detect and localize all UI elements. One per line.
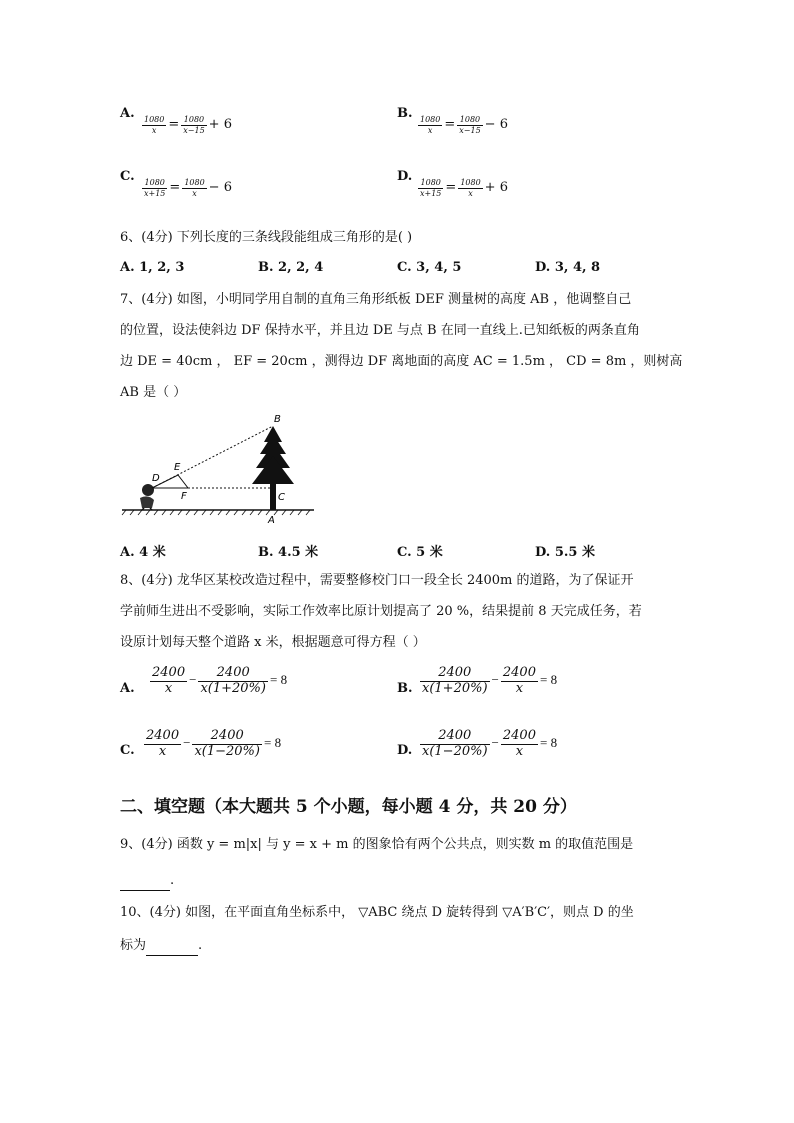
equation-tail: − 6 (484, 116, 508, 132)
fraction-denominator: x (515, 680, 524, 696)
q6-choice-b[interactable]: B. 2, 2, 4 (258, 260, 324, 275)
fraction-numerator: 2400 (420, 729, 490, 745)
fraction-denominator: x−15 (183, 126, 205, 136)
fraction-numerator: 2400 (146, 728, 180, 743)
fraction-numerator: 2400 (420, 666, 490, 682)
q10-line-end: . (198, 938, 203, 953)
tree-icon (252, 426, 294, 510)
q7-choice-d[interactable]: D. 5.5 米 (535, 545, 596, 560)
fraction-denominator: x−15 (459, 126, 481, 136)
q8-option-d-equation: $\frac{2400}{x(1-20\%)}$ − $\frac{2400}{x}$ = 8 (422, 728, 558, 759)
q6-choice-a[interactable]: A. 1, 2, 3 (120, 260, 185, 275)
q8-line-3: 设原计划每天整个道路 x 米，根据题意可得方程（ ） (120, 635, 426, 650)
q6-choice-d[interactable]: D. 3, 4, 8 (535, 260, 601, 275)
fraction-numerator: 1080 (457, 115, 482, 126)
q9-line-1: 9、(4分) 函数 y = m|x| 与 y = x + m 的图象恰有两个公共点，则实数 m 的取值范围是 (120, 837, 634, 852)
label-b: B (274, 414, 281, 425)
q9-line-end: . (170, 873, 175, 888)
answer-blank[interactable] (146, 937, 198, 956)
q7-line-1: 7、(4分) 如图，小明同学用自制的直角三角形纸板 DEF 测量树的高度 AB ，他调整自己 (120, 292, 632, 307)
fraction-denominator: x(1+20%) (200, 680, 266, 696)
q5-option-b-letter[interactable]: B. (397, 106, 413, 121)
q6-stem: 6、(4分) 下列长度的三条线段能组成三角形的是( ) (120, 230, 413, 245)
q7-line-4: AB 是（ ） (120, 385, 187, 400)
fraction-numerator: 1080 (142, 115, 166, 126)
q5-option-d-equation: $\frac{1080}{x+15}$ = $\frac{1080}{x}$ + 6 (420, 178, 508, 199)
fraction-numerator: 1080 (182, 178, 206, 189)
fraction-denominator: x (468, 189, 473, 199)
fraction-denominator: x (515, 743, 524, 759)
q10-line-start: 标为 (120, 938, 147, 953)
equation-tail: + 6 (208, 116, 232, 132)
answer-blank[interactable] (120, 872, 170, 891)
q9-answer-line (120, 872, 174, 891)
q5-option-c-letter[interactable]: C. (120, 169, 135, 184)
equation-rhs: = 8 (539, 735, 558, 751)
label-c: C (278, 492, 285, 503)
fraction-denominator: x(1−20%) (194, 743, 260, 759)
q7-line-2: 的位置，设法使斜边 DF 保持水平，并且边 DE 与点 B 在同一直线上.已知纸板的两条直角 (120, 323, 640, 338)
q7-choice-b[interactable]: B. 4.5 米 (258, 545, 319, 560)
q8-option-c-equation: $\frac{2400}{x}$ − $\frac{2400}{x(1-20\%)}$ = 8 (146, 728, 282, 759)
q8-line-1: 8、(4分) 龙华区某校改造过程中，需要整修校门口一段全长 2400m 的道路，为了保证开 (120, 573, 634, 588)
q7-choice-c[interactable]: C. 5 米 (397, 545, 443, 560)
fraction-denominator: x+15 (144, 189, 166, 199)
label-a: A (268, 515, 275, 526)
fraction-numerator: 1080 (142, 178, 167, 189)
equation-tail: − 6 (208, 179, 232, 195)
equation-rhs: = 8 (539, 672, 558, 688)
q8-option-b-letter[interactable]: B. (397, 681, 413, 696)
fraction-denominator: x (192, 189, 197, 199)
equation-rhs: = 8 (263, 735, 282, 751)
tree-measurement-figure (118, 408, 318, 528)
equation-rhs: = 8 (269, 672, 288, 688)
q8-line-2: 学前师生进出不受影响，实际工作效率比原计划提高了 20 %，结果提前 8 天完成任务，若 (120, 604, 642, 619)
fraction-numerator: 1080 (418, 178, 443, 189)
q5-option-c-equation: $\frac{1080}{x+15}$ = $\frac{1080}{x}$ − 6 (144, 178, 232, 199)
fraction-numerator: 1080 (181, 115, 206, 126)
q5-option-a-letter[interactable]: A. (120, 106, 135, 121)
label-e: E (174, 462, 181, 473)
q7-line-3: 边 DE = 40cm ， EF = 20cm ，测得边 DF 离地面的高度 AC = 1.5m ， CD = 8m ，则树高 (120, 354, 683, 369)
q8-option-a-equation: $\frac{2400}{x}$ − $\frac{2400}{x(1+20\%)}$ = 8 (152, 665, 288, 696)
q6-choice-c[interactable]: C. 3, 4, 5 (397, 260, 462, 275)
fraction-denominator: x (164, 680, 173, 696)
q8-option-d-letter[interactable]: D. (397, 743, 413, 758)
fraction-denominator: x(1−20%) (422, 743, 488, 759)
fraction-numerator: 2400 (198, 666, 268, 682)
fraction-numerator: 1080 (418, 115, 442, 126)
fraction-numerator: 2400 (152, 665, 186, 680)
fraction-numerator: 2400 (192, 729, 262, 745)
fraction-numerator: 2400 (502, 728, 536, 743)
section-heading: 二、填空题（本大题共 5 个小题，每小题 4 分，共 20 分） (120, 797, 577, 817)
q5-option-d-letter[interactable]: D. (397, 169, 413, 184)
fraction-numerator: 2400 (502, 665, 536, 680)
q8-option-b-equation: $\frac{2400}{x(1+20\%)}$ − $\frac{2400}{x}$ = 8 (422, 665, 558, 696)
q5-option-a-equation: $\frac{1080}{x}$ = $\frac{1080}{x-15}$ + 6 (144, 115, 232, 136)
q7-choice-a[interactable]: A. 4 米 (120, 545, 166, 560)
label-d: D (152, 473, 160, 484)
q8-option-a-letter[interactable]: A. (120, 681, 135, 696)
q10-line-1: 10、(4分) 如图，在平面直角坐标系中， ▽ABC 绕点 D 旋转得到 ▽A′B′C′，则点 D 的坐 (120, 905, 634, 920)
fraction-denominator: x (151, 126, 157, 136)
q8-option-c-letter[interactable]: C. (120, 743, 135, 758)
q10-answer-line (120, 937, 202, 956)
fraction-denominator: x (158, 743, 167, 759)
equation-tail: + 6 (484, 179, 508, 195)
fraction-numerator: 1080 (458, 178, 482, 189)
label-f: F (181, 491, 187, 502)
fraction-denominator: x (427, 126, 433, 136)
fraction-denominator: x+15 (420, 189, 442, 199)
fraction-denominator: x(1+20%) (422, 680, 488, 696)
q5-option-b-equation: $\frac{1080}{x}$ = $\frac{1080}{x-15}$ − 6 (420, 115, 508, 136)
